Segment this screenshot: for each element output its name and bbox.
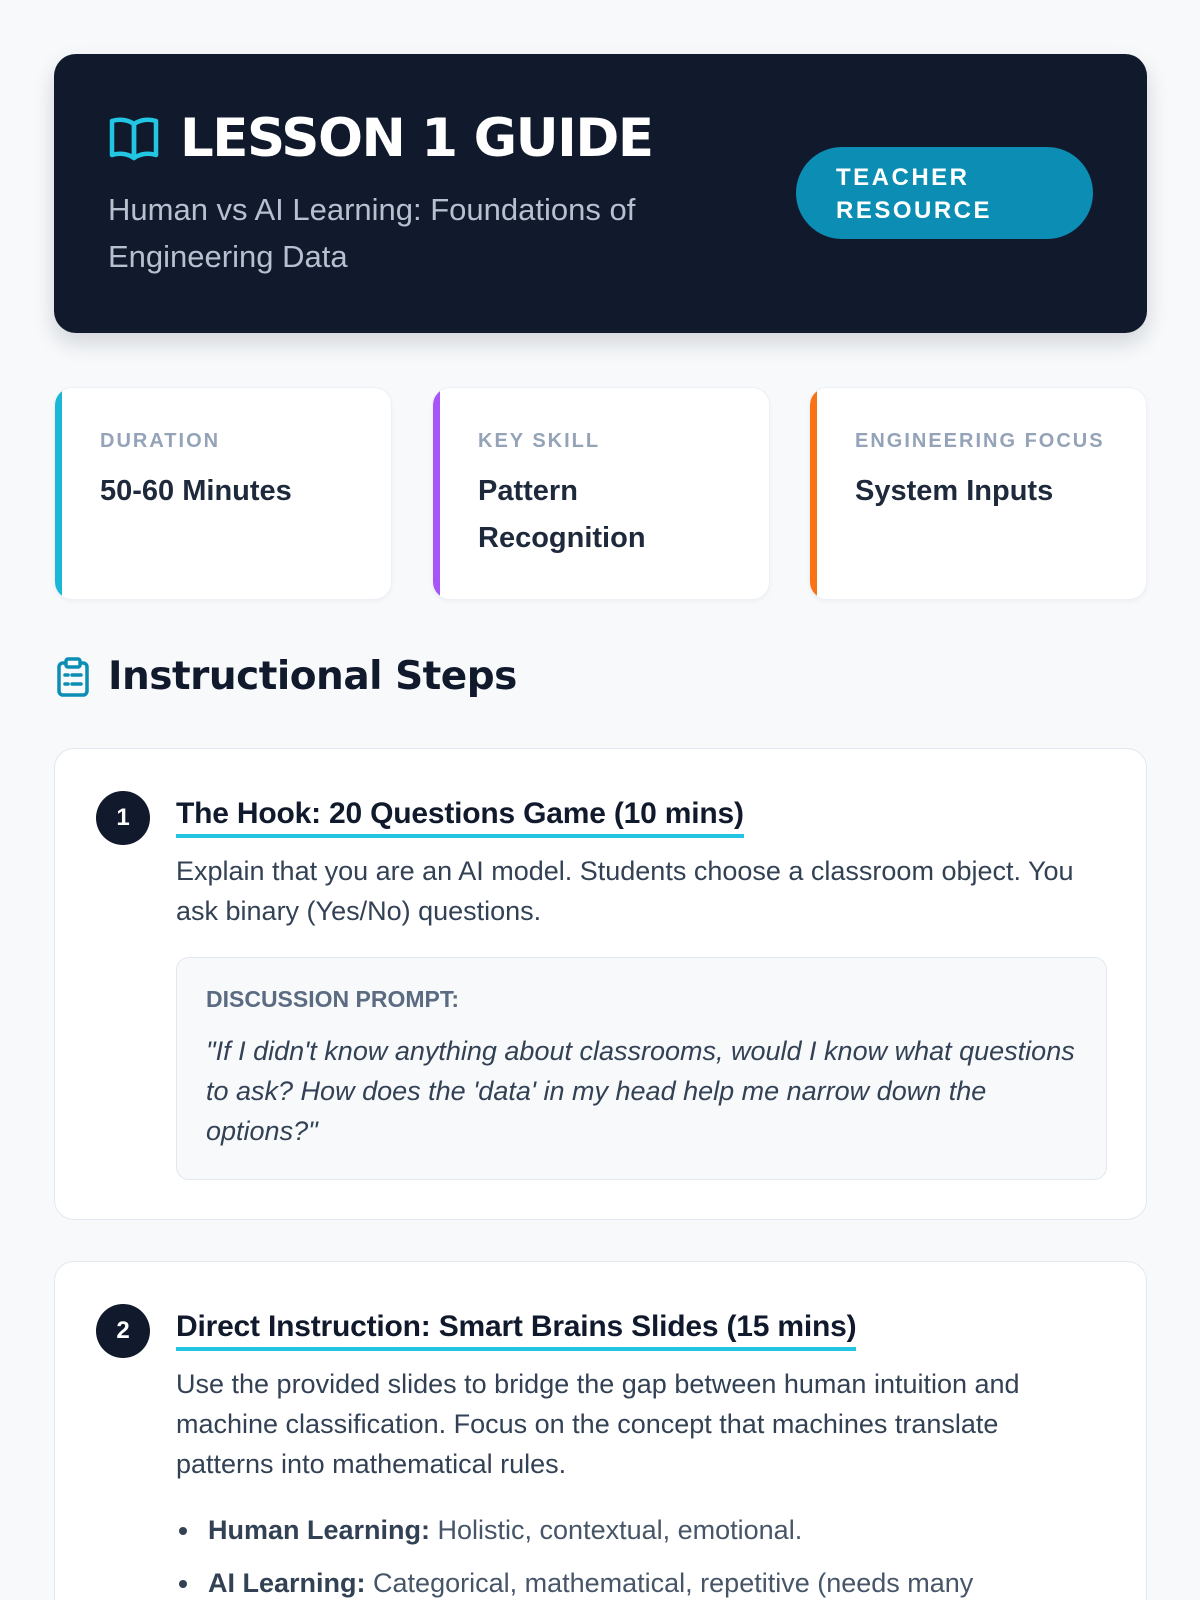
prompt-text: "If I didn't know anything about classrooms, would I know what questions to ask? How does the 'data' in my head help me narrow down the options?"	[206, 1036, 1075, 1146]
lesson-subtitle: Human vs AI Learning: Foundations of Engineering Data	[108, 192, 636, 274]
step-card-1	[54, 748, 1147, 1220]
teacher-resource-badge	[796, 147, 1093, 239]
list-item	[208, 1563, 1108, 1600]
stat-card-engineering-focus	[809, 387, 1147, 600]
list-item	[208, 1510, 1108, 1550]
section-title: Instructional Steps	[108, 654, 517, 699]
step-description: Use the provided slides to bridge the gap between human intuition and machine classification. Focus on the concept that machines translate patterns into mathematical rules.	[176, 1369, 1020, 1479]
stat-label: KEY SKILL	[478, 430, 601, 452]
stat-value: System Inputs	[855, 475, 1054, 507]
step-title: The Hook: 20 Questions Game (10 mins)	[176, 794, 744, 838]
learning-comparison-list	[208, 1510, 1108, 1600]
bullet-text: Categorical, mathematical, repetitive (needs many	[373, 1568, 974, 1598]
step-number: 1	[96, 791, 150, 845]
lesson-header	[54, 54, 1147, 333]
prompt-label: DISCUSSION PROMPT:	[206, 986, 460, 1012]
book-open-icon	[108, 115, 160, 163]
stat-value: Pattern Recognition	[478, 475, 646, 554]
lesson-title: LESSON 1 GUIDE	[180, 108, 653, 169]
step-description: Explain that you are an AI model. Students choose a classroom object. You ask binary (Yes/No) questions.	[176, 856, 1074, 926]
bullet-term: Human Learning:	[208, 1515, 431, 1545]
bullet-text: Holistic, contextual, emotional.	[437, 1515, 803, 1545]
step-number: 2	[96, 1304, 150, 1358]
clipboard-list-icon	[54, 656, 92, 698]
stat-label: ENGINEERING FOCUS	[855, 430, 1105, 452]
discussion-prompt-box	[176, 957, 1107, 1180]
step-title: Direct Instruction: Smart Brains Slides (15 mins)	[176, 1307, 856, 1351]
stat-accent-bar	[55, 388, 62, 599]
section-heading	[54, 654, 517, 699]
bullet-term: AI Learning:	[208, 1568, 366, 1598]
lesson-title-row	[108, 108, 653, 169]
stat-accent-bar	[810, 388, 817, 599]
stat-label: DURATION	[100, 430, 221, 452]
badge-label: TEACHER RESOURCE	[836, 164, 993, 224]
stat-card-key-skill	[432, 387, 770, 600]
step-card-2	[54, 1261, 1147, 1600]
stat-accent-bar	[433, 388, 440, 599]
stat-value: 50-60 Minutes	[100, 475, 292, 507]
stat-card-duration	[54, 387, 392, 600]
